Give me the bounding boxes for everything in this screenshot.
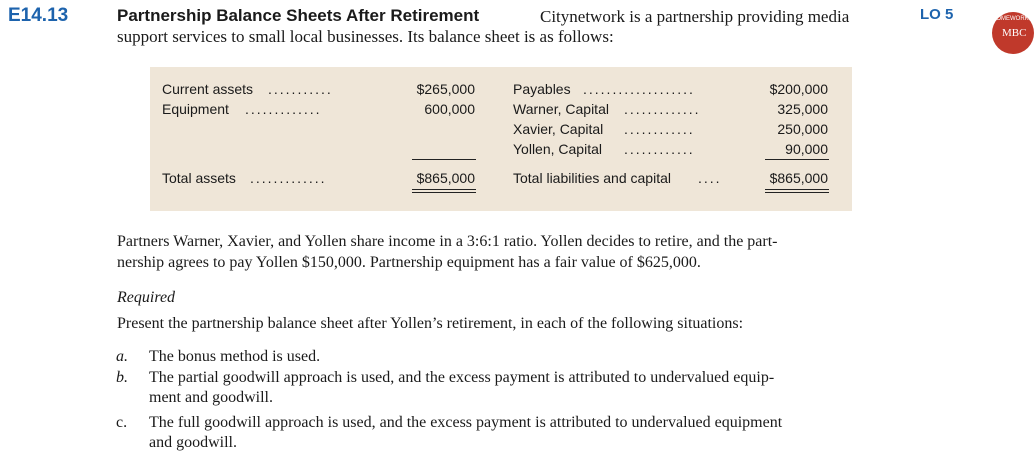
- required-label: Required: [117, 289, 176, 306]
- double-rule-liabilities-1: [765, 189, 829, 190]
- double-rule-assets-1: [412, 189, 476, 190]
- double-rule-assets-2: [412, 192, 476, 193]
- item-a-marker: a.: [116, 348, 128, 365]
- exercise-title: Partnership Balance Sheets After Retirement: [117, 6, 480, 25]
- learning-objective-badge: LO 5: [920, 6, 954, 23]
- item-a-line-1: The bonus method is used.: [149, 348, 321, 365]
- asset-label-equipment: Equipment: [162, 101, 229, 117]
- liability-value-payables: $200,000: [769, 81, 828, 97]
- exercise-number: E14.13: [8, 5, 69, 26]
- paragraph-line-2: nership agrees to pay Yollen $150,000. Partnership equipment has a fair value of $625,000.: [117, 254, 701, 271]
- dot-leader: .............: [250, 170, 327, 186]
- intro-text-line-1: Citynetwork is a partnership providing media: [540, 7, 850, 26]
- subtotal-rule-assets: [412, 159, 476, 160]
- asset-label-current-assets: Current assets: [162, 81, 254, 97]
- mbc-icon-label: MBC: [1002, 27, 1027, 39]
- paragraph-line-1: Partners Warner, Xavier, and Yollen share income in a 3:6:1 ratio. Yollen decides to retire, and the part-: [117, 233, 778, 250]
- item-c-line-2: and goodwill.: [149, 434, 237, 451]
- dot-leader: ............: [624, 121, 695, 137]
- liability-label-warner-capital: Warner, Capital: [513, 101, 609, 117]
- intro-text-line-2: support services to small local businesses. Its balance sheet is as follows:: [117, 27, 614, 46]
- dot-leader: ...................: [583, 81, 695, 97]
- liability-label-yollen-capital: Yollen, Capital: [513, 141, 602, 157]
- dot-leader: .............: [624, 101, 701, 117]
- item-c-marker: c.: [116, 414, 128, 431]
- double-rule-liabilities-2: [765, 192, 829, 193]
- liability-value-yollen-capital: 90,000: [785, 141, 828, 157]
- liability-value-warner-capital: 325,000: [777, 101, 828, 117]
- dot-leader: .............: [245, 101, 322, 117]
- balance-sheet-table: [150, 67, 852, 211]
- dot-leader: ....: [698, 170, 722, 186]
- subtotal-rule-liabilities: [765, 159, 829, 160]
- liability-label-xavier-capital: Xavier, Capital: [513, 121, 604, 137]
- total-liabilities-value: $865,000: [769, 170, 828, 186]
- asset-value-current-assets: $265,000: [416, 81, 475, 97]
- asset-value-equipment: 600,000: [424, 101, 475, 117]
- instruction-text: Present the partnership balance sheet after Yollen’s retirement, in each of the following situations:: [117, 315, 744, 332]
- homework-icon-label: HOMEWORK: [992, 16, 1029, 22]
- item-b-line-1: The partial goodwill approach is used, and the excess payment is attributed to undervalued equip-: [149, 369, 775, 386]
- item-b-line-2: ment and goodwill.: [149, 389, 273, 406]
- dot-leader: ............: [624, 141, 695, 157]
- homework-mbc-icon[interactable]: [992, 12, 1034, 54]
- item-b-marker: b.: [116, 369, 128, 386]
- total-assets-value: $865,000: [416, 170, 475, 186]
- item-c-line-1: The full goodwill approach is used, and the excess payment is attributed to undervalued equipment: [149, 414, 783, 431]
- total-assets-label: Total assets: [162, 170, 236, 186]
- liability-label-payables: Payables: [513, 81, 571, 97]
- dot-leader: ...........: [268, 81, 333, 97]
- liability-value-xavier-capital: 250,000: [777, 121, 828, 137]
- total-liabilities-label: Total liabilities and capital: [513, 170, 671, 186]
